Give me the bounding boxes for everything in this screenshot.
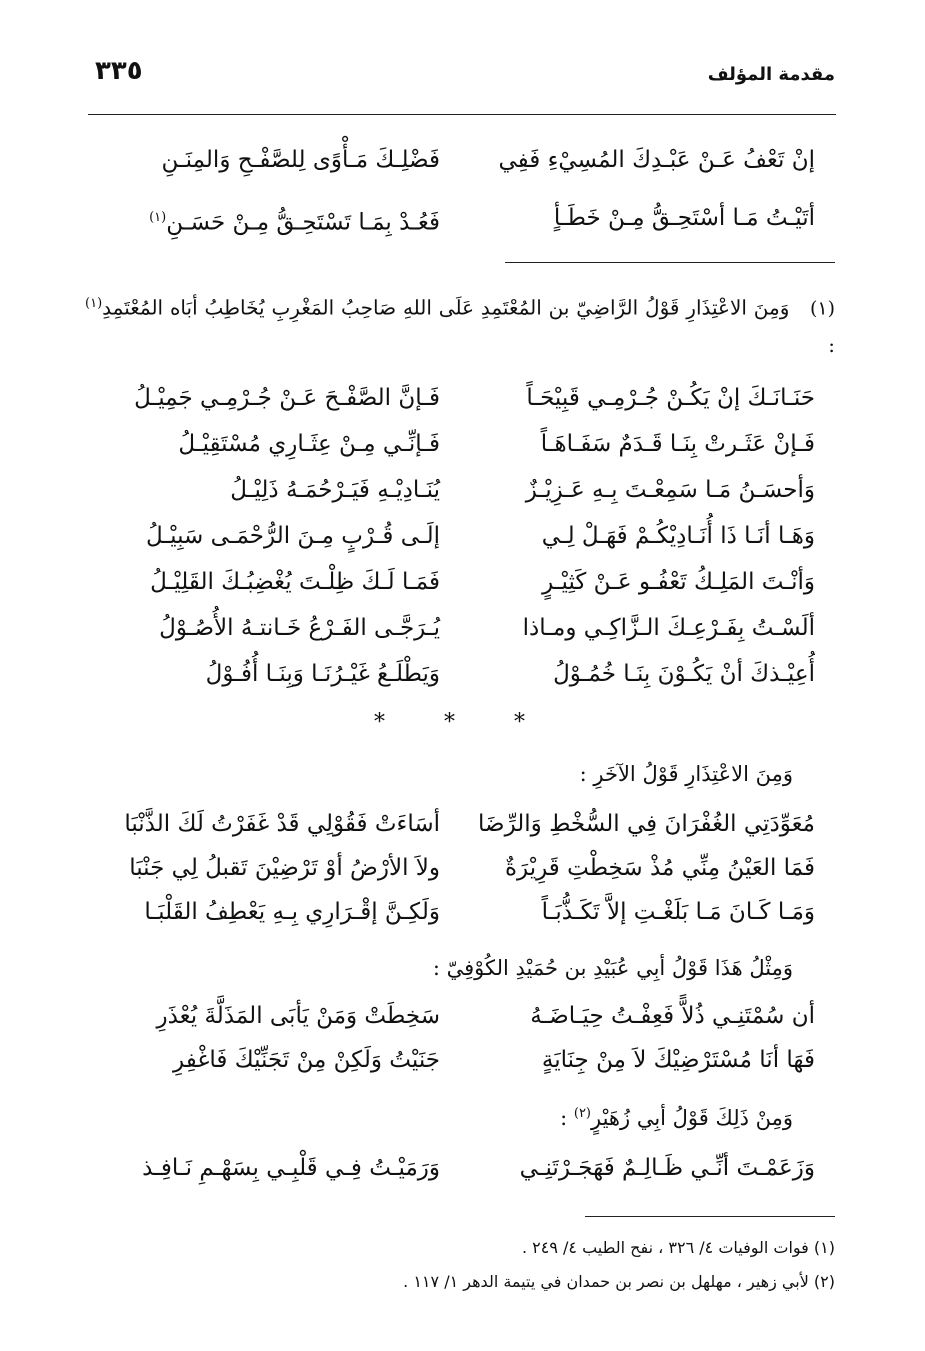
verse-second-hemistich: أسَاءَتْ فَقُوْلِي قَدْ غَفَرْتُ لَكَ الذَّنْبَا bbox=[124, 811, 440, 837]
verse-line bbox=[0, 804, 925, 844]
verse-first-hemistich: وَأحسَـنُ مَـا سَمِعْـتَ بِـهِ عَـزِيْـزٌ bbox=[525, 477, 815, 503]
hemistich-text: فَعُـدْ بِمَـا تَسْتَحِـقُّ مِـنْ حَسَـنِ bbox=[166, 209, 440, 236]
verse-first-hemistich: فَهَا أنَا مُسْتَرْضِيْكَ لاَ مِنْ جِنَايَةٍ bbox=[541, 1047, 815, 1073]
verse-second-hemistich: فَـإنَّ الصَّفْـحَ عَـنْ جُـرْمِـي جَمِيْـلُ bbox=[134, 385, 440, 411]
verse-first-hemistich: فَـإنْ عَثَـرتْ بِنَـا قَـدَمٌ سَفَـاهَـاً bbox=[540, 431, 815, 457]
footnote: (٢) لأبي زهير ، مهلهل بن نصر بن حمدان في يتيمة الدهر ١/ ١١٧ . bbox=[403, 1272, 835, 1291]
section-intro bbox=[560, 1096, 793, 1136]
verse-first-hemistich: وَأنْـتَ المَلِـكُ تَعْفُـو عَـنْ كَثِيْـرٍ bbox=[542, 569, 815, 595]
verse-second-hemistich: سَخِطَتْ وَمَنْ يَأبَى المَذَلَّةَ يُعْذَرِ bbox=[156, 1003, 440, 1029]
verse-first-hemistich: فَمَا العَيْنُ مِنِّي مُذْ سَخِطْتِ قَرِيْرَةٌ bbox=[504, 855, 815, 881]
footnote-rule bbox=[585, 1216, 835, 1217]
note-separator-rule bbox=[505, 262, 835, 263]
verse-second-hemistich: إلَـى قُـرْبٍ مِـنَ الرُّحْمَـى سَبِيْـلُ bbox=[145, 523, 440, 549]
verse-line bbox=[0, 608, 925, 648]
footnote-ref: (٢) bbox=[573, 1106, 591, 1121]
verse-line bbox=[0, 516, 925, 556]
verse-line bbox=[0, 140, 925, 180]
verse-second-hemistich bbox=[110, 198, 440, 243]
verse-first-hemistich: أن سُمْتَنِـي ذُلاًّ فَعِفْـتُ حِيَـاضَـهُ bbox=[530, 1003, 815, 1029]
note-tail: : bbox=[828, 332, 835, 357]
section-intro: وَمِثْلُ هَذَا قَوْلُ أبِي عُبَيْدِ بن حُمَيْدِ الكُوْفِيّ : bbox=[432, 956, 793, 980]
verse-first-hemistich: وَزَعَمْـتَ أنِّـي ظَـالِـمٌ فَهَجَـرْتَنِـي bbox=[519, 1155, 815, 1181]
intro-tail: : bbox=[560, 1106, 574, 1130]
intro-text: وَمِنْ ذَلِكَ قَوْلُ أبِي زُهَيْرٍ bbox=[591, 1106, 793, 1130]
note-text: وَمِنَ الاعْتِذَارِ قَوْلُ الرَّاضِيّ بن المُعْتَمِدِ عَلَى اللهِ صَاحِبُ المَغْرِبِ يُخَاطِبُ أبَاه المُعْتَمِدِ bbox=[102, 295, 790, 320]
verse-first-hemistich: إنْ تَعْفُ عَـنْ عَبْـدِكَ المُسِيْءِ فَفِي bbox=[498, 147, 815, 173]
section-separator: * * * bbox=[374, 710, 551, 735]
verse-line bbox=[0, 996, 925, 1036]
verse-line bbox=[0, 654, 925, 694]
verse-second-hemistich: يُـرَجَّـى الفَـرْعُ خَـانتـهُ الأُصُـوْلُ bbox=[159, 615, 440, 641]
verse-second-hemistich: ولاَ الأرْضُ أوْ تَرْضِيْنَ تَقبلُ لِي جَنْبَا bbox=[129, 855, 440, 881]
verse-line bbox=[0, 892, 925, 932]
section-intro: وَمِنَ الاعْتِذَارِ قَوْلُ الآخَرِ : bbox=[579, 762, 793, 786]
footnote-ref: (١) bbox=[85, 296, 103, 311]
verse-second-hemistich: فَـإنِّـي مِـنْ عِثَـارِي مُسْتَقِيْـلُ bbox=[178, 431, 440, 457]
page-header bbox=[95, 56, 835, 96]
verse-first-hemistich: مُعَوِّدَتِي الغُفْرَانَ فِي السُّخْطِ وَالرِّضَا bbox=[478, 811, 815, 837]
verse-second-hemistich: يُنَـادِيْـهِ فَيَـرْحُمَـهُ ذَلِيْـلُ bbox=[230, 477, 440, 503]
verse-line bbox=[0, 378, 925, 418]
verse-first-hemistich: أتَيْـتُ مَـا أسْتَحِـقُّ مِـنْ خَطَـأٍ bbox=[553, 205, 815, 231]
running-title: مقدمة المؤلف bbox=[707, 64, 835, 85]
verse-line bbox=[0, 562, 925, 602]
verse-first-hemistich: وَمَـا كَـانَ مَـا بَلَغْـتِ إلاَّ تَكَـذُّبَـاً bbox=[541, 899, 815, 925]
footnote-ref: (١) bbox=[149, 210, 167, 225]
verse-first-hemistich: ألَسْـتُ بِفَـرْعِـكَ الـزَّاكِـي ومـاذا bbox=[522, 615, 815, 641]
verse-second-hemistich: وَيَطْلَـعُ غَيْـرُنَـا وَبِنَـا أُفُـوْلُ bbox=[205, 661, 440, 687]
verse-line bbox=[0, 424, 925, 464]
page-number: ٣٣٥ bbox=[95, 56, 143, 86]
verse-second-hemistich: وَلَكِـنَّ إقْـرَارِي بِـهِ يَعْطِفُ القَلْبَـا bbox=[144, 899, 440, 925]
verse-line bbox=[0, 848, 925, 888]
footnote: (١) فوات الوفيات ٤/ ٣٢٦ ، نفح الطيب ٤/ ٢٤٩ . bbox=[521, 1238, 835, 1257]
verse-second-hemistich: وَرَمَيْـتُ فِـي قَلْبِـي بِسَهْـمِ نَـافِـذ bbox=[142, 1155, 440, 1181]
note-marker: (١) bbox=[809, 297, 835, 320]
verse-second-hemistich: جَنَيْتُ وَلَكِنْ مِنْ تَجَنِّيْكَ فَاغْفِرِ bbox=[173, 1047, 440, 1073]
verse-first-hemistich: وَهَـا أنَـا ذَا أُنَـادِيْكُـمْ فَهَـلْ لِـي bbox=[541, 523, 815, 549]
verse-second-hemistich: فَضْلِـكَ مَـأْوًى لِلصَّفْـحِ وَالمِنَـنِ bbox=[161, 147, 440, 173]
verse-second-hemistich: فَمَـا لَـكَ ظِلْـتَ يُغْضِبُـكَ القَلِيْـلُ bbox=[150, 569, 440, 595]
verse-line bbox=[0, 1040, 925, 1080]
verse-line bbox=[0, 198, 925, 238]
note-paragraph bbox=[85, 286, 835, 363]
verse-first-hemistich: أُعِيْـذكَ أنْ يَكُـوْنَ بِنَـا خُمُـوْلُ bbox=[553, 661, 815, 687]
verse-line bbox=[0, 1148, 925, 1188]
verse-first-hemistich: حَنَـانَـكَ إنْ يَكُـنْ جُـرْمِـي قَبِيْحَـاً bbox=[526, 385, 815, 411]
header-rule bbox=[88, 114, 836, 115]
verse-line bbox=[0, 470, 925, 510]
